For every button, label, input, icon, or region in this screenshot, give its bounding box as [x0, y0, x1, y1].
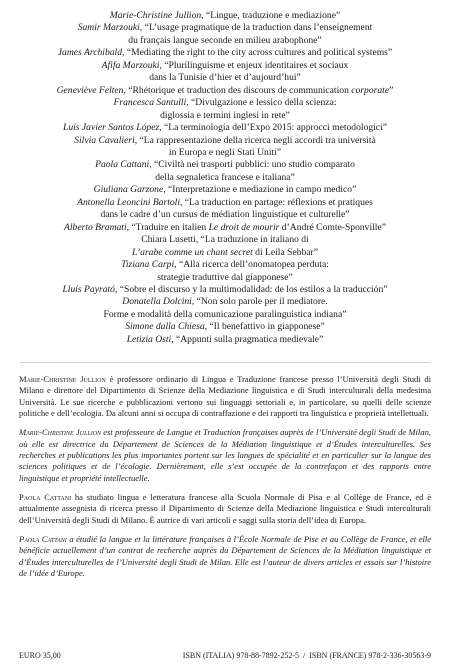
contents-line — [20, 85, 430, 97]
contents-line — [20, 110, 430, 122]
footer — [19, 651, 431, 660]
bio-text: a étudié la langue et la littérature françaises à l’École Normale de Pise et au Collège de France, et elle bénéficie actuellement d’un contrat de recherche auprès du Département de Sciences de la Médiation linguistique et d’Études interculturelles de l’Université degli Studi de Milan. Elle est l’auteur de divers articles et essais sur l’histoire de l’idée d’Europe. — [19, 534, 431, 579]
contents-line — [20, 272, 430, 284]
text-segment: , “Il benefattivo in giapponese” — [204, 321, 325, 333]
contents-line — [20, 321, 430, 333]
text-segment: du français langue seconde en milieu arabophone” — [128, 34, 322, 46]
bio-author-name: Paola Cattani — [19, 534, 67, 545]
italic-segment: corporate — [351, 84, 390, 96]
bio-text: è professore ordinario di Lingua e Traduzione francese presso l’Università degli Studi di Milano e direttore del Dipartimento di Scienze della Mediazione linguistica e di Studi interculturali della medesima Università. Le sue ricerche e pubblicazioni vertono sui linguaggi settoriali e, in particolare, su quelli delle scienze politiche e dell’ecologia. Da alcuni anni si occupa di contraffazione e dei rapporti tra linguistica e proprietà intellettuali. — [19, 374, 432, 419]
italic-segment: Lluís Payrató — [62, 283, 115, 295]
contributors-list — [20, 10, 430, 346]
italic-segment: Donatella Dolcini — [122, 296, 192, 308]
text-segment: , “Plurilinguisme et enjeux identitaires et sociaux — [159, 59, 349, 71]
italic-segment: James Archibald — [57, 47, 123, 59]
bio-author-name: Marie-Christine Jullion — [19, 374, 106, 384]
isbn-block — [183, 651, 431, 660]
text-segment: di Leila Sebbar” — [252, 246, 319, 258]
contents-line — [20, 60, 430, 72]
contents-line — [20, 35, 430, 47]
italic-segment: Simone dalla Chiesa — [125, 321, 205, 333]
text-segment: d’André Comte-Sponville” — [279, 221, 386, 233]
text-segment: , “Appunti sulla pragmatica medievale” — [171, 333, 324, 345]
contents-line — [20, 135, 430, 147]
text-segment: dans la Tunisie d’hier et d’aujourd’hui” — [149, 72, 301, 84]
contents-line — [20, 97, 430, 109]
contents-line — [20, 172, 430, 184]
contents-line — [20, 296, 430, 308]
italic-segment: Geneviève Felten — [56, 84, 124, 96]
italic-segment: Afifa Marzouki — [101, 59, 160, 71]
bio-text: est professeure de Langue et Traduction françaises auprès de l’Université degli Studi de Milan, où elle est directrice du Département de Sciences de la Médiation linguistique et d’Études interculturelles. Ses recherches et publications les plus importantes portent sur les langues de spécialité et en particulier sur la langue des sciences politiques et de l’écologie. Dernièrement, elle s’est occupée de la contrefaçon et des rapports entre linguistique et propriété intellectuelle. — [19, 427, 431, 483]
contents-line — [20, 259, 430, 271]
bio-text: ha studiato lingua e letteratura francese alla Scuola Normale di Pisa e al Collège de France, ed è attualmente assegnista di ricerca presso il Dipartimento di Scienze della Mediazione linguistica e Studi interculturali dell’Università degli Studi di Milano. È autrice di vari articoli e saggi sulla storia dell’idea di Europa. — [19, 492, 431, 525]
text-segment: , “La traduction en partage: réflexions et pratiques — [180, 196, 373, 208]
text-segment: , “Interpretazione e mediazione in campo medico” — [163, 184, 357, 196]
text-segment: dans le cadre d’un cursus de médiation linguistique et culturelle” — [100, 209, 350, 221]
italic-segment: Samir Marzouki — [77, 22, 140, 34]
text-segment: diglossia e termini inglesi in rete” — [160, 109, 290, 121]
text-segment: , “La terminología dell’Expo 2015: approcci metodologici” — [159, 122, 387, 134]
text-segment: , “Non solo parole per il mediatore. — [191, 296, 328, 308]
contents-line — [20, 309, 430, 321]
text-segment: Forme e modalità della comunicazione paralinguistica indiana” — [103, 308, 347, 320]
text-segment: , “Lingue, traduzione e mediazione” — [201, 10, 341, 21]
bio-author-name: Marie-Christine Jullion — [19, 427, 102, 438]
italic-segment: Alberto Bramati — [64, 221, 127, 233]
isbn-separator: / — [302, 651, 306, 660]
contents-line — [20, 147, 430, 159]
bio-paragraph — [19, 534, 431, 579]
contents-line — [20, 72, 430, 84]
contents-line — [20, 122, 430, 134]
bio-paragraph — [19, 492, 431, 526]
text-segment: , “Sobre el discurso y la multimodalidad: de los estilos a la traducción” — [114, 283, 388, 295]
text-segment: , “Traduire en italien — [126, 221, 209, 233]
bio-paragraph — [19, 427, 431, 484]
price: EURO 35,00 — [19, 651, 61, 660]
italic-segment: Letizia Osti — [126, 333, 172, 345]
italic-segment: Le droit de mourir — [208, 221, 280, 233]
contents-line — [20, 10, 430, 22]
italic-segment: Giuliana Garzone — [93, 184, 164, 196]
text-segment: , “Rhétorique et traduction des discours de communication — [123, 84, 352, 96]
italic-segment: Marie-Christine Jullion — [109, 10, 202, 21]
italic-segment: Tiziana Carpi — [121, 259, 175, 271]
contents-line — [20, 234, 430, 246]
text-segment: , “Mediating the right to the city across cultures and political systems” — [122, 47, 393, 59]
italic-segment: Francesca Santulli — [113, 97, 187, 109]
text-segment: Chiara Lusetti, “La traduzione in italiano di — [141, 234, 309, 246]
author-bios — [19, 374, 431, 588]
text-segment: , “La rappresentazione della ricerca negli accordi tra università — [134, 134, 376, 146]
contents-line — [20, 47, 430, 59]
text-segment: , “Civiltà nei trasporti pubblici: uno studio comparato — [149, 159, 355, 171]
contents-line — [20, 222, 430, 234]
text-segment: strategie traduttive dal giapponese” — [157, 271, 293, 283]
text-segment: , “Divulgazione e lessico della scienza: — [186, 97, 337, 109]
contents-line — [20, 22, 430, 34]
italic-segment: Paola Cattani — [95, 159, 150, 171]
bio-paragraph — [19, 374, 431, 419]
text-segment: ” — [389, 84, 394, 96]
contents-line — [20, 209, 430, 221]
contents-line — [20, 184, 430, 196]
contents-line — [20, 334, 430, 346]
divider — [20, 362, 430, 363]
isbn-italy: ISBN (ITALIA) 978-88-7892-252-5 — [182, 651, 299, 660]
contents-line — [20, 247, 430, 259]
text-segment: in Europa e negli Stati Uniti” — [168, 146, 282, 158]
italic-segment: Antonella Leoncini Bartoli — [77, 196, 180, 208]
italic-segment: Luis Javier Santos López — [62, 122, 160, 134]
text-segment: , “Alla ricerca dell’onomatopea perduta: — [174, 259, 329, 271]
isbn-france: ISBN (FRANCE) 978-2-336-30563-9 — [309, 651, 431, 660]
contents-line — [20, 159, 430, 171]
text-segment: , “L’usage pragmatique de la traduction dans l’enseignement — [139, 22, 373, 34]
italic-segment: Silvia Cavalieri — [74, 134, 135, 146]
contents-line — [20, 197, 430, 209]
italic-segment: L’arabe comme un chant secret — [131, 246, 253, 258]
bio-author-name: Paola Cattani — [19, 492, 72, 503]
contents-line — [20, 284, 430, 296]
text-segment: della segnaletica francese e italiana” — [155, 171, 295, 183]
